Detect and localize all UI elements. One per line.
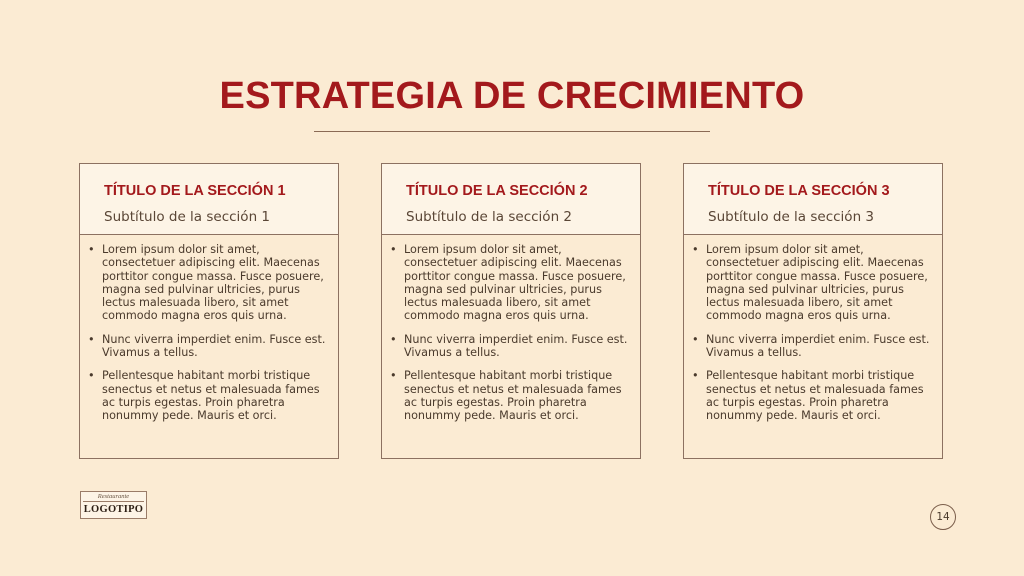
bullet-icon: • bbox=[692, 369, 699, 383]
bullet-icon: • bbox=[88, 243, 95, 256]
section-subtitle: Subtítulo de la sección 1 bbox=[104, 209, 271, 225]
bullet-icon: • bbox=[88, 369, 95, 383]
section-title: TÍTULO DE LA SECCIÓN 2 bbox=[406, 183, 588, 199]
section-subtitle: Subtítulo de la sección 3 bbox=[708, 209, 875, 225]
bullet-text: Nunc viverra imperdiet enim. Fusce est. Vivamus a tellus. bbox=[404, 332, 628, 360]
bullet-item bbox=[86, 369, 330, 422]
bullet-item bbox=[388, 333, 632, 360]
bullet-text: Lorem ipsum dolor sit amet, consectetuer adipiscing elit. Maecenas porttitor congue massa. Fusce posuere, magna sed pulvinar ultricies, purus lectus malesuada libero, sit amet commodo magna eros quis urna. bbox=[706, 243, 928, 323]
section-card-1 bbox=[79, 163, 339, 459]
section-card-header bbox=[684, 164, 942, 235]
bullet-text: Pellentesque habitant morbi tristique senectus et netus et malesuada fames ac turpis egestas. Proin pharetra nonummy pede. Mauris et orci. bbox=[404, 369, 622, 423]
bullet-icon: • bbox=[692, 243, 699, 256]
logo-main-text: LOGOTIPO bbox=[83, 504, 144, 515]
bullet-icon: • bbox=[390, 332, 397, 346]
bullet-text: Lorem ipsum dolor sit amet, consectetuer adipiscing elit. Maecenas porttitor congue massa. Fusce posuere, magna sed pulvinar ultricies, purus lectus malesuada libero, sit amet commodo magna eros quis urna. bbox=[404, 243, 626, 323]
section-bullet-list bbox=[684, 235, 942, 423]
section-card-3 bbox=[683, 163, 943, 459]
logo bbox=[80, 491, 147, 519]
logo-small-text: Restaurante bbox=[83, 492, 144, 502]
bullet-text: Pellentesque habitant morbi tristique senectus et netus et malesuada fames ac turpis egestas. Proin pharetra nonummy pede. Mauris et orci. bbox=[102, 369, 320, 423]
bullet-item bbox=[86, 243, 330, 323]
section-card-header bbox=[382, 164, 640, 235]
bullet-item bbox=[388, 369, 632, 422]
bullet-item bbox=[690, 243, 934, 323]
title-divider bbox=[314, 131, 710, 132]
bullet-icon: • bbox=[88, 332, 95, 346]
section-card-2 bbox=[381, 163, 641, 459]
section-title: TÍTULO DE LA SECCIÓN 1 bbox=[104, 183, 286, 199]
bullet-item bbox=[388, 243, 632, 323]
bullet-text: Pellentesque habitant morbi tristique senectus et netus et malesuada fames ac turpis egestas. Proin pharetra nonummy pede. Mauris et orci. bbox=[706, 369, 924, 423]
section-bullet-list bbox=[382, 235, 640, 423]
section-bullet-list bbox=[80, 235, 338, 423]
bullet-item bbox=[690, 369, 934, 422]
bullet-item bbox=[86, 333, 330, 360]
bullet-icon: • bbox=[390, 369, 397, 383]
page-number: 14 bbox=[930, 504, 956, 530]
bullet-text: Nunc viverra imperdiet enim. Fusce est. Vivamus a tellus. bbox=[706, 332, 930, 360]
slide-title: ESTRATEGIA DE CRECIMIENTO bbox=[219, 75, 805, 117]
bullet-item bbox=[690, 333, 934, 360]
section-card-header bbox=[80, 164, 338, 235]
section-subtitle: Subtítulo de la sección 2 bbox=[406, 209, 573, 225]
bullet-icon: • bbox=[390, 243, 397, 256]
bullet-text: Nunc viverra imperdiet enim. Fusce est. Vivamus a tellus. bbox=[102, 332, 326, 360]
bullet-text: Lorem ipsum dolor sit amet, consectetuer adipiscing elit. Maecenas porttitor congue massa. Fusce posuere, magna sed pulvinar ultricies, purus lectus malesuada libero, sit amet commodo magna eros quis urna. bbox=[102, 243, 324, 323]
section-title: TÍTULO DE LA SECCIÓN 3 bbox=[708, 183, 890, 199]
bullet-icon: • bbox=[692, 332, 699, 346]
